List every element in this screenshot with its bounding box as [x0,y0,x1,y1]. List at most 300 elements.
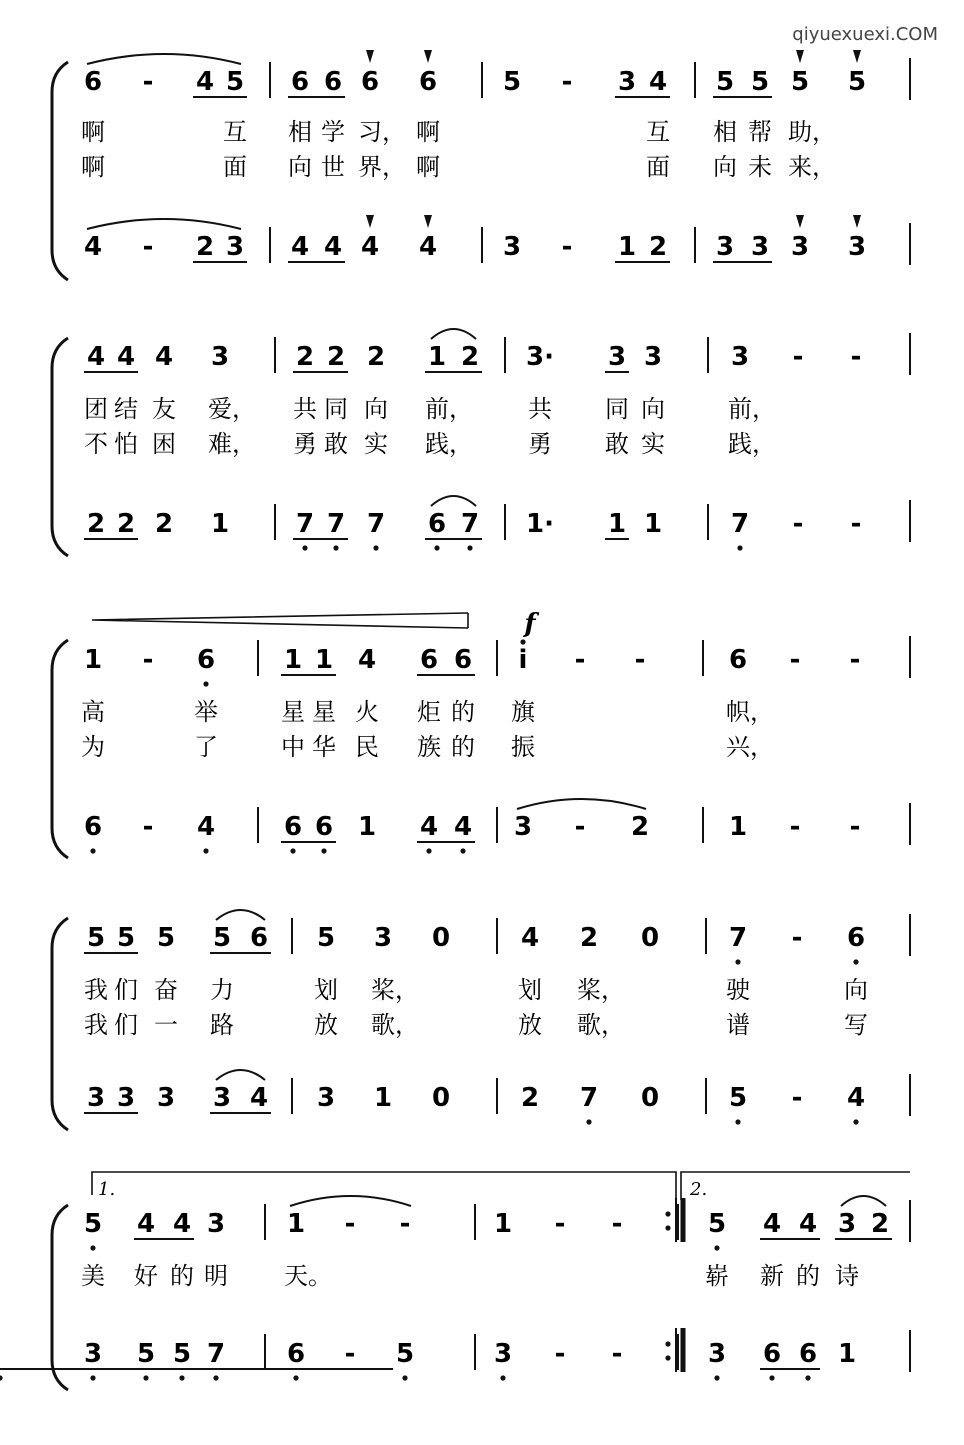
octave-dot [333,545,338,550]
lyric2-syllable: 歌， [371,1011,419,1039]
lower-note: 6 [762,1339,782,1369]
lyric1-syllable: 的 [796,1262,820,1290]
lyric2-syllable: 为 [81,733,105,761]
lyric2-syllable: 不 [84,430,108,458]
lower-note: 4 [249,1083,269,1113]
lower-note: - [142,812,154,842]
octave-dot [769,1375,774,1380]
octave-dot [737,545,742,550]
lower-note: 3 [847,232,867,262]
lyric2-syllable: 向 [288,153,312,181]
system-brace [52,640,68,858]
octave-dot [460,848,465,853]
slur [517,799,646,809]
lyric1-syllable: 互 [646,118,670,146]
slur [841,1196,886,1206]
lower-note: 3 [83,1339,103,1369]
slur [431,329,476,339]
lyric1-syllable: 前， [728,395,776,423]
upper-note: 6 [323,67,343,97]
lyric1-syllable: 帜， [726,698,774,726]
lyric2-syllable: 啊 [81,153,105,181]
upper-note: 5 [225,67,245,97]
lower-note: 7 [730,509,750,539]
upper-note: 6 [728,645,748,675]
lyric1-syllable: 新 [760,1262,784,1290]
upper-note: 4 [195,67,215,97]
upper-note: 3 [210,342,230,372]
upper-note: 3 [643,342,663,372]
lower-note: 1 [357,812,377,842]
octave-dot [290,848,295,853]
lyric1-syllable: 力 [210,976,234,1004]
lyric1-syllable: 同 [324,395,348,423]
upper-note: 5 [750,67,770,97]
upper-note: 3 [730,342,750,372]
lyric2-syllable: 未 [748,153,772,181]
octave-dot [90,1375,95,1380]
upper-note: - [849,645,861,675]
lower-note: 2 [520,1083,540,1113]
lyric2-syllable: 啊 [416,153,440,181]
lyric1-syllable: 桨， [371,976,419,1004]
lower-note: 2 [630,812,650,842]
lyric2-syllable: 难， [208,430,256,458]
slur [431,496,476,506]
lower-note: 0 [640,1083,660,1113]
lyric2-syllable: 一 [154,1011,178,1039]
accent-wedge [366,50,374,63]
lower-note: 5 [136,1339,156,1369]
upper-note: 6 [419,645,439,675]
upper-note: 3 [373,923,393,953]
upper-note: 5 [707,1209,727,1239]
lower-note: 3 [707,1339,727,1369]
lyric2-syllable: 怕 [114,430,138,458]
upper-note: 6 [846,923,866,953]
lyric2-syllable: 我 [84,1011,108,1039]
octave-dot [143,1375,148,1380]
upper-note: 7 [728,923,748,953]
lower-note: 3 [116,1083,136,1113]
lyric2-syllable: 向 [713,153,737,181]
lower-note: 1 [728,812,748,842]
octave-dot [853,959,858,964]
upper-note: 4 [798,1209,818,1239]
lower-note: 7 [579,1083,599,1113]
octave-dot [714,1245,719,1250]
upper-note: - [789,645,801,675]
lower-note: 1 [607,509,627,539]
octave-dot [203,681,208,686]
octave-dot [0,1375,3,1380]
lower-note: - [789,812,801,842]
lyric2-syllable: 践， [728,430,776,458]
repeat-dot [665,1225,670,1230]
lower-note: 1· [526,509,554,539]
lyric2-syllable: 民 [355,733,379,761]
upper-note: 4 [116,342,136,372]
octave-dot [373,545,378,550]
upper-note: 3 [607,342,627,372]
lower-note: 4 [846,1083,866,1113]
upper-note: 0 [640,923,660,953]
octave-dot [321,848,326,853]
lyric2-syllable: 了 [194,733,218,761]
lyric2-syllable: 践， [425,430,473,458]
lyric1-syllable: 天。 [284,1262,332,1290]
slur [87,219,241,229]
volta-bracket-1 [92,1172,676,1200]
upper-note: 5 [116,923,136,953]
upper-note: 0 [431,923,451,953]
upper-note: 4 [357,645,377,675]
octave-dot [735,1119,740,1124]
upper-note: 3 [617,67,637,97]
lower-note: 4 [323,232,343,262]
upper-note: i [518,645,528,675]
lyric1-syllable: 炬 [417,698,441,726]
lower-note: 7 [366,509,386,539]
lower-note: 7 [295,509,315,539]
lyric2-syllable: 面 [223,153,247,181]
lower-note: 4 [290,232,310,262]
lower-note: 3 [513,812,533,842]
octave-dot [853,1119,858,1124]
lower-note: - [344,1339,356,1369]
upper-note: - [574,645,586,675]
lower-note: 3 [715,232,735,262]
lower-note: - [791,1083,803,1113]
system-brace [52,62,68,280]
lyric2-syllable: 敢 [324,430,348,458]
lower-note: - [850,509,862,539]
lower-note: - [611,1339,623,1369]
lyric2-syllable: 困 [152,430,176,458]
lower-note: 6 [83,812,103,842]
accent-wedge [424,50,432,63]
lower-note: 3 [790,232,810,262]
lyric2-syllable: 振 [511,733,535,761]
lower-note: 0 [431,1083,451,1113]
lyric1-syllable: 习， [358,118,406,146]
lower-note: 2 [195,232,215,262]
slur [290,1196,411,1206]
upper-note: 2 [366,342,386,372]
slur [216,910,265,920]
lyric2-syllable: 的 [451,733,475,761]
upper-note: 1 [427,342,447,372]
lyric1-syllable: 星 [281,698,305,726]
accent-wedge [853,50,861,63]
volta-bracket-2 [681,1172,910,1200]
upper-note: 4 [172,1209,192,1239]
lyric2-syllable: 勇 [293,430,317,458]
lyric2-syllable: 路 [210,1011,234,1039]
upper-note: 5 [316,923,336,953]
octave-dot [203,848,208,853]
lower-note: 4 [83,232,103,262]
lower-note: 1 [643,509,663,539]
octave-dot [805,1375,810,1380]
lyric2-syllable: 世 [321,153,345,181]
system-brace [52,918,68,1130]
lyric1-syllable: 向 [641,395,665,423]
lower-note: - [554,1339,566,1369]
upper-note: 5 [715,67,735,97]
octave-dot [467,545,472,550]
upper-note: - [561,67,573,97]
dynamic-marking: f [524,609,536,639]
upper-note: - [850,342,862,372]
upper-note: 6 [360,67,380,97]
lyric2-syllable: 兴， [726,733,774,761]
octave-dot [293,1375,298,1380]
lower-note: 2 [154,509,174,539]
accent-wedge [796,215,804,228]
octave-dot [426,848,431,853]
octave-dot [714,1375,719,1380]
slur [216,1070,265,1080]
upper-note: 5 [502,67,522,97]
octave-dot [586,1119,591,1124]
lyric1-syllable: 啊 [416,118,440,146]
lyric1-syllable: 的 [170,1262,194,1290]
lyric1-syllable: 爱， [208,395,256,423]
lyric2-syllable: 歌， [577,1011,625,1039]
lyric1-syllable: 高 [81,698,105,726]
lower-note: - [142,232,154,262]
lyric1-syllable: 相 [288,118,312,146]
lower-note: 3 [156,1083,176,1113]
lyric2-syllable: 族 [417,733,441,761]
upper-note: - [399,1209,411,1239]
volta-label-2: 2. [690,1179,708,1200]
lower-note: 7 [206,1339,226,1369]
lyric1-syllable: 美 [81,1262,105,1290]
lyric1-syllable: 崭 [705,1262,729,1290]
lyric2-syllable: 敢 [605,430,629,458]
lyric1-syllable: 我 [84,976,108,1004]
lyric2-syllable: 中 [281,733,305,761]
upper-note: - [792,342,804,372]
upper-note: 5 [790,67,810,97]
lower-note: 4 [453,812,473,842]
lyric1-syllable: 划 [518,976,542,1004]
upper-note: 1 [83,645,103,675]
upper-note: 4 [520,923,540,953]
lower-note: 7 [460,509,480,539]
slur [87,54,241,64]
upper-note: 1 [283,645,303,675]
octave-dot [90,1245,95,1250]
upper-note: 6 [453,645,473,675]
upper-note: 5 [156,923,176,953]
upper-note: 2 [579,923,599,953]
lower-note: 7 [326,509,346,539]
lyric1-syllable: 互 [223,118,247,146]
upper-note: - [344,1209,356,1239]
lyric2-syllable: 来， [788,153,836,181]
lyric1-syllable: 学 [321,118,345,146]
repeat-dot [665,1355,670,1360]
system-brace [52,1205,68,1390]
upper-note: 5 [86,923,106,953]
upper-note: - [554,1209,566,1239]
lower-note: 6 [286,1339,306,1369]
lower-note: 4 [418,232,438,262]
lyric1-syllable: 向 [364,395,388,423]
upper-note: 1 [493,1209,513,1239]
lower-note: - [849,812,861,842]
lower-note: 5 [172,1339,192,1369]
upper-note: - [634,645,646,675]
system-brace [52,338,68,556]
lyric1-syllable: 共 [528,395,552,423]
lyric2-syllable: 谱 [726,1011,750,1039]
lyric1-syllable: 明 [204,1262,228,1290]
upper-note: 5 [212,923,232,953]
lyric1-syllable: 驶 [726,976,750,1004]
lyric2-syllable: 实 [641,430,665,458]
upper-note: - [791,923,803,953]
upper-note: 2 [460,342,480,372]
lower-note: 4 [360,232,380,262]
lower-note: 6 [798,1339,818,1369]
upper-note: 4 [136,1209,156,1239]
lyric1-syllable: 帮 [748,118,772,146]
lower-note: 3 [502,232,522,262]
lower-note: 1 [617,232,637,262]
lower-note: 3 [86,1083,106,1113]
lyric1-syllable: 们 [114,976,138,1004]
lower-note: 5 [728,1083,748,1113]
octave-dot [500,1375,505,1380]
upper-note: - [142,67,154,97]
lyric1-syllable: 友 [152,395,176,423]
upper-note: 3 [837,1209,857,1239]
lyric1-syllable: 火 [355,698,379,726]
octave-dot [179,1375,184,1380]
lyric1-syllable: 旗 [511,698,535,726]
lyric1-syllable: 举 [194,698,218,726]
upper-note: 6 [196,645,216,675]
lyric1-syllable: 星 [312,698,336,726]
volta-label-1: 1. [98,1179,116,1200]
lower-note: - [561,232,573,262]
lyric1-syllable: 相 [713,118,737,146]
octave-dot [402,1375,407,1380]
upper-note: 3· [526,342,554,372]
lyric2-syllable: 华 [312,733,336,761]
upper-note: 6 [83,67,103,97]
lyric1-syllable: 好 [134,1262,158,1290]
upper-note: 3 [206,1209,226,1239]
lyric2-syllable: 放 [314,1011,338,1039]
lyric2-syllable: 写 [844,1011,868,1039]
lower-note: 2 [116,509,136,539]
upper-note: 2 [295,342,315,372]
upper-note: 6 [249,923,269,953]
upper-note: 2 [326,342,346,372]
octave-dot [434,545,439,550]
lower-note: 3 [316,1083,336,1113]
lower-note: 6 [314,812,334,842]
accent-wedge [853,215,861,228]
upper-note: 5 [847,67,867,97]
accent-wedge [366,215,374,228]
octave-dot-high [520,639,525,644]
upper-note: - [611,1209,623,1239]
lyric1-syllable: 前， [425,395,473,423]
upper-note: 4 [154,342,174,372]
lower-note: 1 [373,1083,393,1113]
lyric1-syllable: 诗 [835,1262,859,1290]
lyric2-syllable: 面 [646,153,670,181]
upper-note: 4 [86,342,106,372]
lower-note: 1 [837,1339,857,1369]
lyric1-syllable: 啊 [81,118,105,146]
lower-note: 3 [212,1083,232,1113]
lower-note: 2 [648,232,668,262]
lower-note: 3 [750,232,770,262]
lyric1-syllable: 奋 [154,976,178,1004]
upper-note: 6 [290,67,310,97]
lyric1-syllable: 同 [605,395,629,423]
crescendo-hairpin [92,613,468,628]
lyric1-syllable: 共 [293,395,317,423]
lyric2-syllable: 们 [114,1011,138,1039]
upper-note: - [142,645,154,675]
lyric1-syllable: 结 [114,395,138,423]
lyric2-syllable: 勇 [528,430,552,458]
upper-note: 1 [286,1209,306,1239]
lower-note: 2 [86,509,106,539]
lower-note: 3 [225,232,245,262]
upper-note: 1 [314,645,334,675]
lower-note: 4 [196,812,216,842]
lyric1-syllable: 团 [84,395,108,423]
lyric2-syllable: 实 [364,430,388,458]
repeat-dot [665,1341,670,1346]
octave-dot [213,1375,218,1380]
lyric1-syllable: 桨， [577,976,625,1004]
octave-dot [90,848,95,853]
lyric1-syllable: 助， [788,118,836,146]
octave-dot [735,959,740,964]
lyric2-syllable: 放 [518,1011,542,1039]
upper-note: 4 [762,1209,782,1239]
lower-note: - [792,509,804,539]
lower-note: 4 [419,812,439,842]
lower-note: 1 [210,509,230,539]
repeat-dot [665,1211,670,1216]
lower-note: 3 [493,1339,513,1369]
upper-note: 6 [418,67,438,97]
lyric2-syllable: 界， [358,153,406,181]
lower-note: 6 [283,812,303,842]
octave-dot [302,545,307,550]
upper-note: 5 [83,1209,103,1239]
lower-note: - [574,812,586,842]
upper-note: 2 [870,1209,890,1239]
accent-wedge [796,50,804,63]
lyric1-syllable: 向 [844,976,868,1004]
lyric1-syllable: 划 [314,976,338,1004]
accent-wedge [424,215,432,228]
watermark: qiyuexuexi.COM [792,24,938,45]
lyric1-syllable: 的 [451,698,475,726]
